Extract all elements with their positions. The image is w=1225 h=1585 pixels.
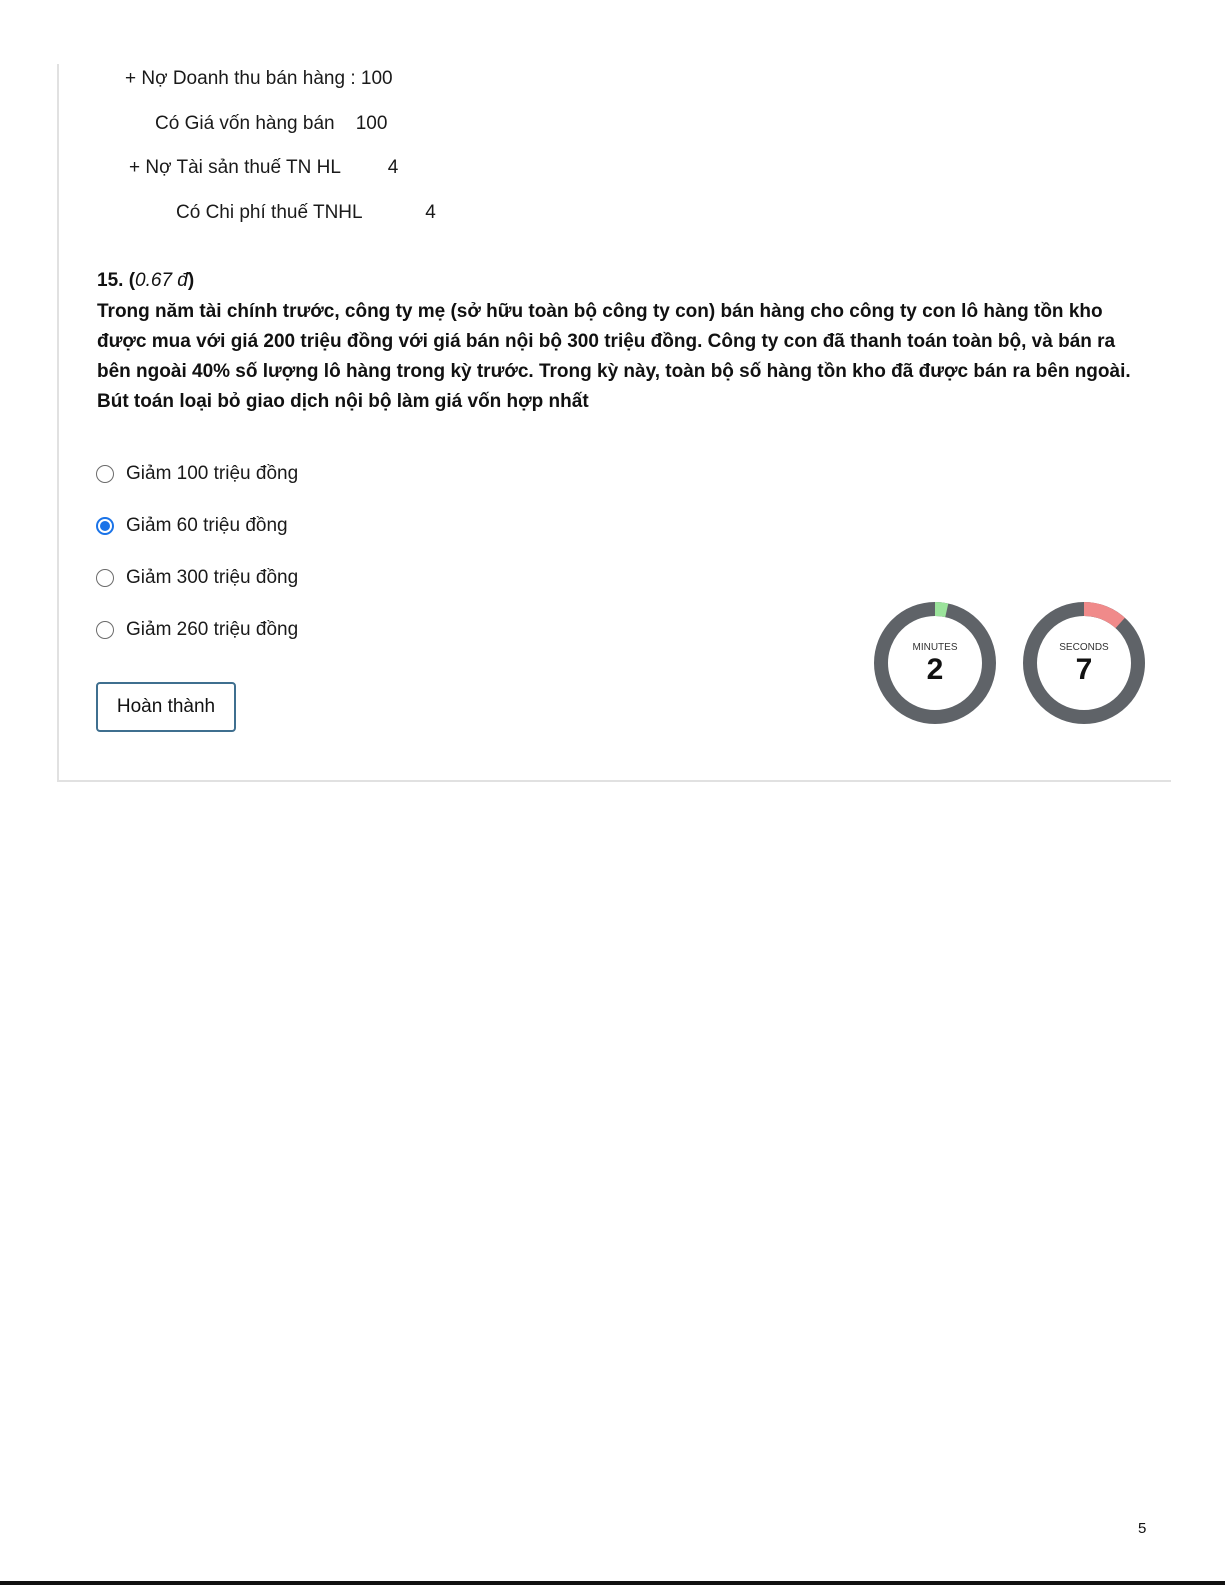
- question-index: 15.: [97, 270, 124, 291]
- radio-button[interactable]: [96, 465, 114, 483]
- radio-button[interactable]: [96, 517, 114, 535]
- minutes-label: MINUTES: [912, 642, 958, 653]
- radio-selected-dot: [100, 521, 110, 531]
- page-number: 5: [1138, 1520, 1147, 1537]
- minutes-value: 2: [926, 653, 944, 686]
- seconds-label: SECONDS: [1059, 642, 1109, 653]
- answer-option-3[interactable]: [96, 565, 298, 591]
- option-label: Giảm 300 triệu đồng: [126, 567, 299, 588]
- page-bottom-rule: [0, 1581, 1225, 1585]
- question-text: Trong năm tài chính trước, công ty mẹ (sở hữu toàn bộ công ty con) bán hàng cho công ty con lô hàng tồn kho được mua với giá 200 triệu đồng với giá bán nội bộ 300 triệu đồng. Công ty con đã thanh toán toàn bộ, và bán ra bên ngoài 40% số lượng lô hàng trong kỳ trước. Trong kỳ này, toàn bộ số hàng tồn kho đã được bán ra bên ngoài. Bút toán loại bỏ giao dịch nội bộ làm giá vốn hợp nhất: [97, 301, 1131, 412]
- option-label: Giảm 260 triệu đồng: [126, 619, 299, 640]
- points-open: (: [128, 270, 136, 291]
- journal-entry-2: Có Giá vốn hàng bán 100: [155, 113, 388, 134]
- seconds-value: 7: [1075, 653, 1093, 686]
- answer-option-4[interactable]: [96, 617, 298, 643]
- option-label: Giảm 60 triệu đồng: [126, 515, 288, 536]
- answer-option-1[interactable]: [96, 461, 298, 487]
- question-points: 0.67 đ: [135, 270, 188, 291]
- seconds-timer: [1019, 598, 1149, 728]
- journal-entry-4: Có Chi phí thuế TNHL 4: [176, 202, 436, 223]
- question-number: [97, 270, 194, 292]
- radio-button[interactable]: [96, 621, 114, 639]
- submit-button[interactable]: Hoàn thành: [96, 682, 236, 732]
- minutes-timer: [870, 598, 1000, 728]
- option-label: Giảm 100 triệu đồng: [126, 463, 299, 484]
- radio-button[interactable]: [96, 569, 114, 587]
- points-close: ): [187, 270, 195, 291]
- answer-option-2[interactable]: [96, 513, 288, 539]
- journal-entry-3: + Nợ Tài sản thuế TN HL 4: [129, 157, 399, 178]
- journal-entry-1: + Nợ Doanh thu bán hàng : 100: [125, 68, 393, 89]
